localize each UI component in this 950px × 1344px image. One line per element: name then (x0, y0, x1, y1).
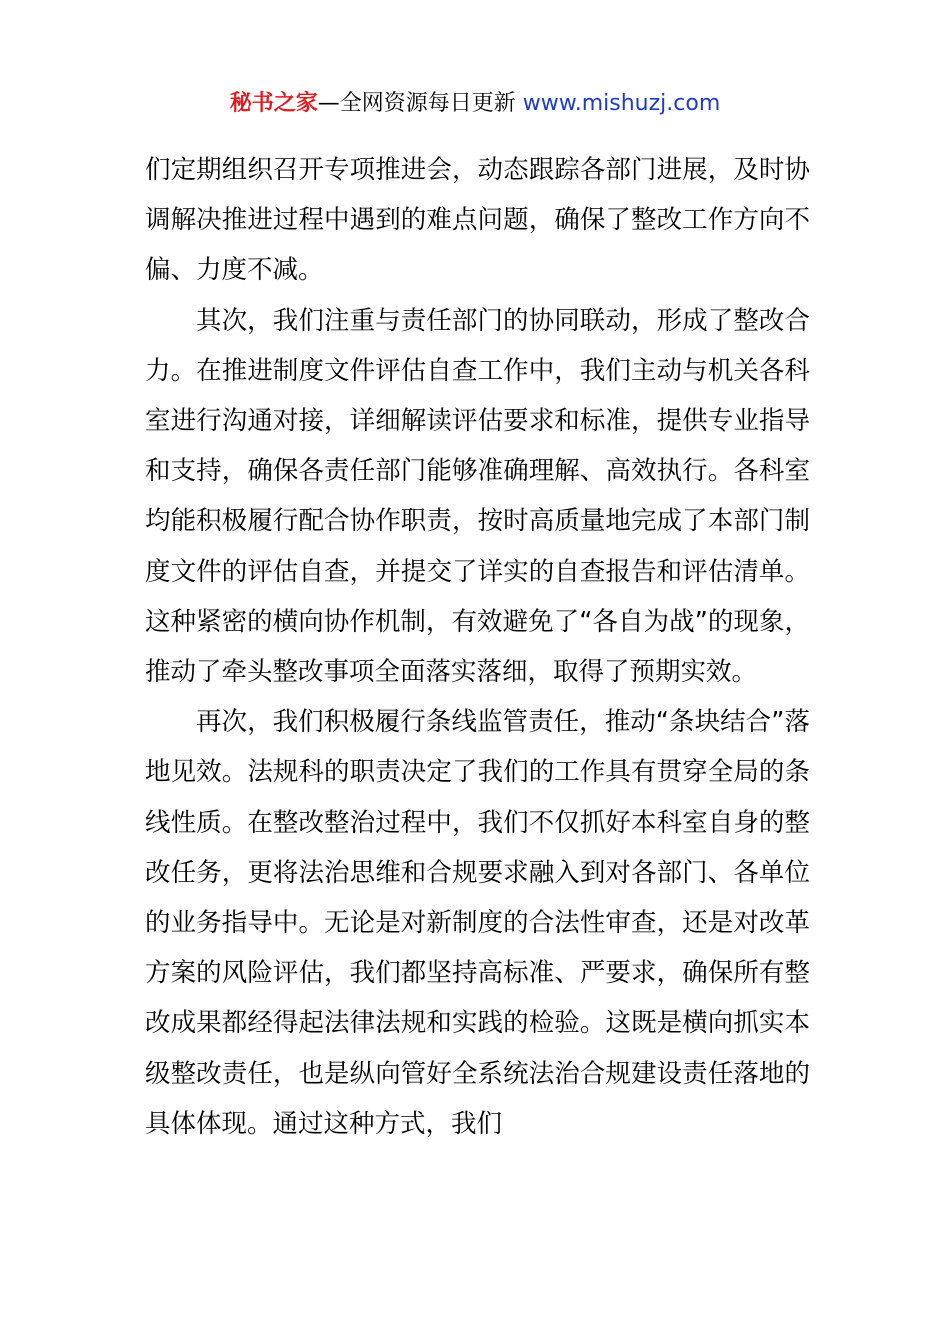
header-brand: 秘书之家 (229, 91, 318, 116)
document-body (145, 145, 810, 1149)
header-tagline: —全网资源每日更新 (317, 91, 523, 116)
page-header (0, 88, 950, 120)
paragraph-continuation: 们定期组织召开专项推进会，动态跟踪各部门进展，及时协调解决推进过程中遇到的难点问题，确保了整改工作方向不偏、力度不减。 (145, 155, 810, 286)
header-url-link[interactable]: www.mishuzj.com (522, 91, 721, 116)
paragraph-secondly: 其次，我们注重与责任部门的协同联动，形成了整改合力。在推进制度文件评估自查工作中，我们主动与机关各科室进行沟通对接，详细解读评估要求和标准，提供专业指导和支持，确保各责任部门能够准确理解、高效执行。各科室均能积极履行配合协作职责，按时高质量地完成了本部门制度文件的评估自查，并提交了详实的自查报告和评估清单。这种紧密的横向协作机制，有效避免了“各自为战”的现象，推动了牵头整改事项全面落实落细，取得了预期实效。 (145, 305, 810, 688)
paragraph-thirdly: 再次，我们积极履行条线监管责任，推动“条块结合”落地见效。法规科的职责决定了我们的工作具有贯穿全局的条线性质。在整改整治过程中，我们不仅抓好本科室自身的整改任务，更将法治思维和合规要求融入到对各部门、各单位的业务指导中。无论是对新制度的合法性审查，还是对改革方案的风险评估，我们都坚持高标准、严要求，确保所有整改成果都经得起法律法规和实践的检验。这既是横向抓实本级整改责任，也是纵向管好全系统法治合规建设责任落地的具体体现。通过这种方式，我们 (145, 707, 810, 1139)
